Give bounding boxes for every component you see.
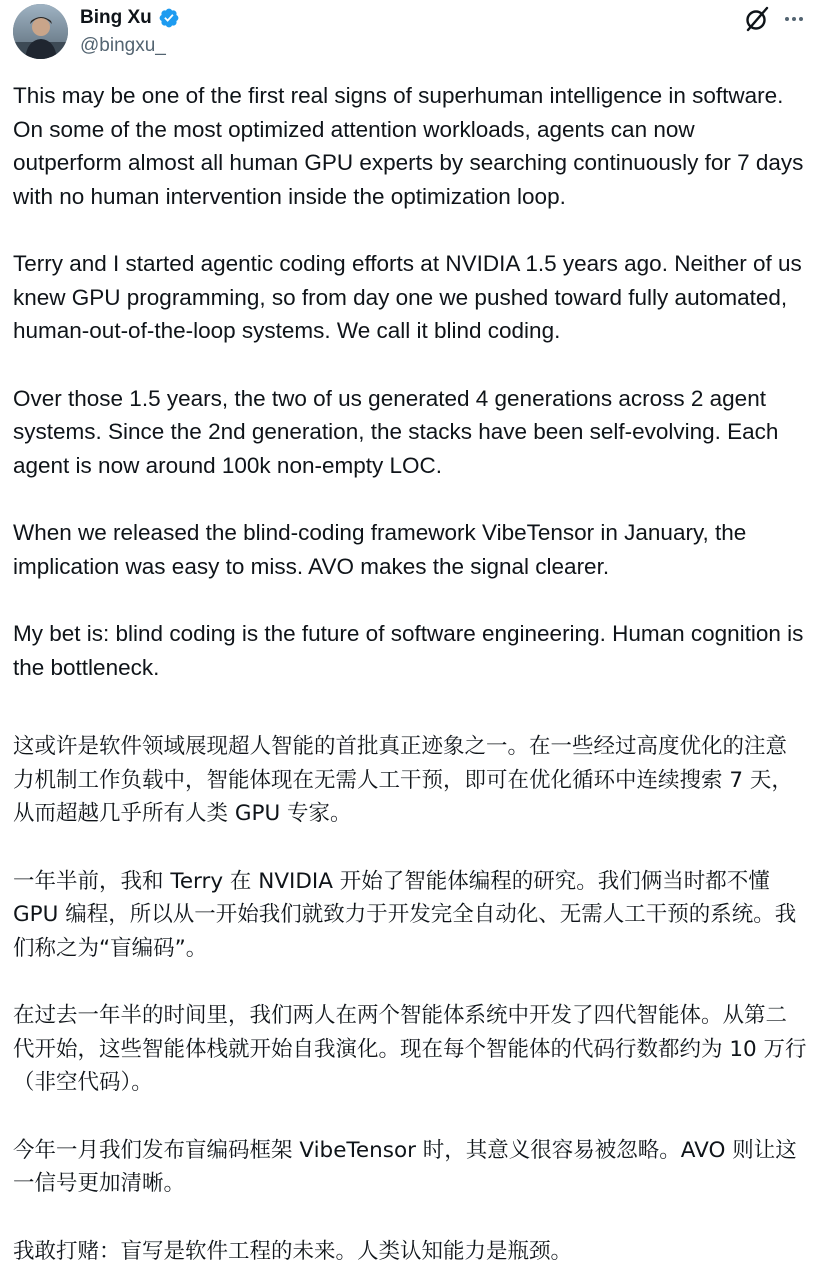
handle[interactable]: @bingxu_	[80, 35, 166, 56]
tweet-header	[0, 0, 819, 70]
grok-icon[interactable]	[744, 6, 770, 32]
tweet-paragraph: When we released the blind-coding framework VibeTensor in January, the implication was easy to miss. AVO makes the signal clearer.	[13, 520, 747, 579]
tweet-paragraph-zh: 今年一月我们发布盲编码框架 VibeTensor 时，其意义很容易被忽略。AVO 则让这一信号更加清晰。	[13, 1137, 797, 1196]
avatar[interactable]	[13, 4, 68, 59]
tweet-paragraph: Over those 1.5 years, the two of us generated 4 generations across 2 agent systems. Since the 2nd generation, the stacks have been self-evolving. Each agent is now around 100k non-empty LOC.	[13, 385, 779, 478]
tweet-paragraph-zh: 一年半前，我和 Terry 在 NVIDIA 开始了智能体编程的研究。我们俩当时都不懂 GPU 编程，所以从一开始我们就致力于开发完全自动化、无需人工干预的系统。我们称之为“盲编码”。	[13, 868, 797, 961]
display-name-row	[80, 5, 180, 31]
tweet-paragraph-zh: 在过去一年半的时间里，我们两人在两个智能体系统中开发了四代智能体。从第二代开始，这些智能体栈就开始自我演化。现在每个智能体的代码行数都约为 10 万行（非空代码）。	[13, 1003, 807, 1095]
tweet-paragraph: Terry and I started agentic coding efforts at NVIDIA 1.5 years ago. Neither of us knew GPU programming, so from day one we pushed toward fully automated, human-out-of-the-loop systems. We call it blind coding.	[13, 251, 802, 343]
more-options-icon[interactable]	[783, 8, 805, 30]
author-block	[80, 5, 180, 57]
display-name[interactable]: Bing Xu	[80, 7, 152, 28]
tweet-paragraph: This may be one of the first real signs of superhuman intelligence in software. On some of the most optimized attention workloads, agents can now outperform almost all human GPU experts by searching continuously for 7 days with no human intervention inside the optimization loop.	[13, 83, 804, 209]
tweet-text-chinese	[13, 730, 808, 1268]
tweet-paragraph-zh: 我敢打赌：盲写是软件工程的未来。人类认知能力是瓶颈。	[13, 1238, 573, 1264]
tweet-paragraph-zh: 这或许是软件领域展现超人智能的首批真正迹象之一。在一些经过高度优化的注意力机制工作负载中，智能体现在无需人工干预，即可在优化循环中连续搜索 7 天，从而超越几乎所有人类 GPU 专家。	[13, 734, 793, 826]
tweet-paragraph: My bet is: blind coding is the future of software engineering. Human cognition is the bottleneck.	[13, 621, 804, 680]
verified-badge-icon	[158, 7, 180, 29]
tweet-text-english	[13, 79, 808, 684]
